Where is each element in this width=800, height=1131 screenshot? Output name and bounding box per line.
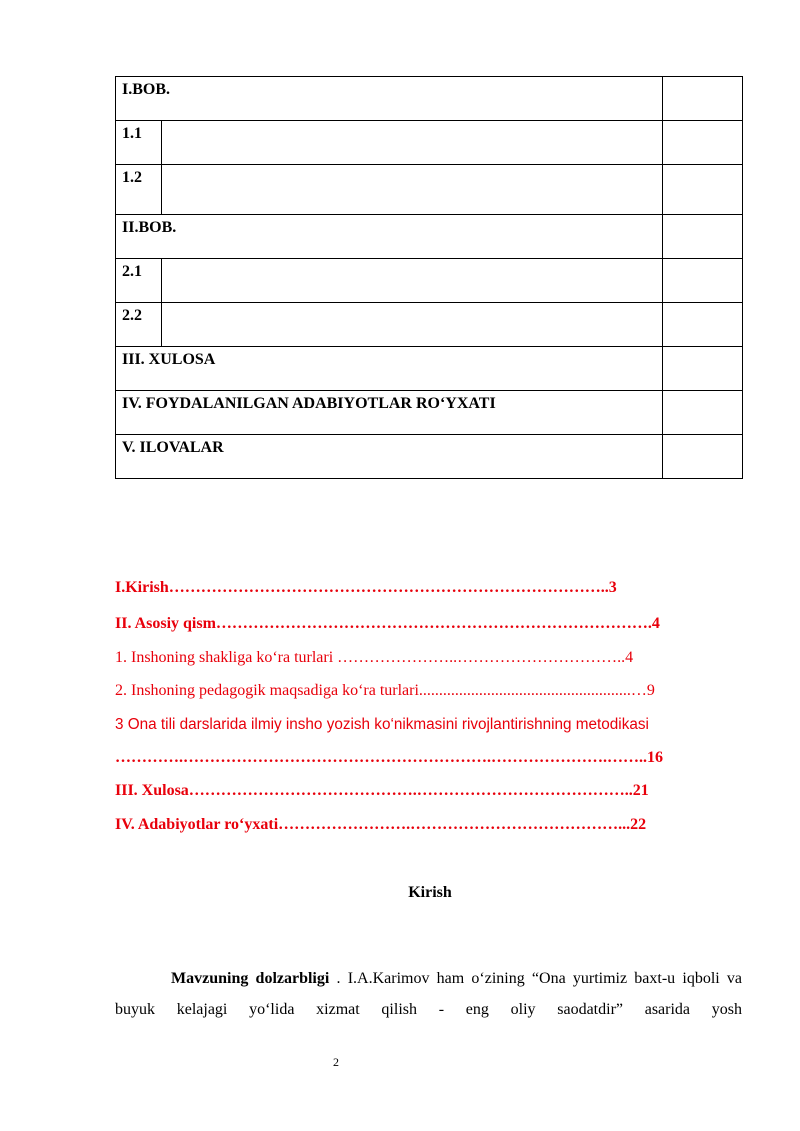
outline-row-number: 1.2 <box>122 169 142 186</box>
outline-row-label: I.BOB. <box>122 81 171 98</box>
outline-row-number: 2.2 <box>122 307 142 324</box>
toc-entry-kirish[interactable]: I.Kirish………………………………………………………………………..3 <box>115 579 617 596</box>
outline-page-cell <box>663 435 743 479</box>
outline-row <box>116 347 743 391</box>
intro-paragraph <box>115 963 742 1025</box>
outline-row <box>116 303 743 347</box>
outline-page-cell <box>663 121 743 165</box>
outline-row-label: III. XULOSA <box>122 351 216 368</box>
outline-row-number: 2.1 <box>122 263 142 280</box>
toc-entry-3[interactable]: 3 Ona tili darslarida ilmiy insho yozish ko‘nikmasini rivojlantirishning metodikasi <box>115 716 649 733</box>
toc-entry-3-leader[interactable]: ………….………………………………………………….………………….……..16 <box>115 749 663 766</box>
toc-entry-xulosa[interactable]: III. Xulosa…………………………………….…………………………………..21 <box>115 782 649 799</box>
outline-title-cell <box>162 121 663 165</box>
outline-title-cell <box>162 165 663 215</box>
outline-row <box>116 165 743 215</box>
outline-page-cell <box>663 347 743 391</box>
outline-row-label: II.BOB. <box>122 219 177 236</box>
outline-page-cell <box>663 215 743 259</box>
outline-row <box>116 391 743 435</box>
outline-row-label: V. ILOVALAR <box>122 439 224 456</box>
section-title: Kirish <box>408 884 452 901</box>
outline-row-number: 1.1 <box>122 125 142 142</box>
toc-entry-asosiy-qism[interactable]: II. Asosiy qism……………………………………………………………………….4 <box>115 615 660 632</box>
outline-title-cell <box>162 259 663 303</box>
page-number: 2 <box>333 1055 339 1069</box>
outline-page-cell <box>663 391 743 435</box>
outline-row <box>116 77 743 121</box>
outline-page-cell <box>663 77 743 121</box>
outline-row-label: IV. FOYDALANILGAN ADABIYOTLAR RO‘YXATI <box>122 395 496 412</box>
outline-row <box>116 215 743 259</box>
outline-table <box>115 76 743 479</box>
outline-row <box>116 259 743 303</box>
paragraph-lead: Mavzuning dolzarbligi <box>171 970 330 987</box>
outline-page-cell <box>663 259 743 303</box>
outline-title-cell <box>162 303 663 347</box>
outline-row <box>116 121 743 165</box>
paragraph-text: . I.A.Karimov ham o‘zining “Ona yurtimiz baxt-u iqboli va buyuk kelajagi yo‘lida xizmat qilish - eng oliy saodatdir” asarida yosh <box>115 970 743 1018</box>
toc-entry-2[interactable]: 2. Inshoning pedagogik maqsadiga ko‘ra turlari.....................................................…9 <box>115 682 655 699</box>
toc-entry-adabiyotlar[interactable]: IV. Adabiyotlar ro‘yxati…………………….…………………………………...22 <box>115 816 647 833</box>
toc-entry-1[interactable]: 1. Inshoning shakliga ko‘ra turlari …………………..…………………………..4 <box>115 649 634 666</box>
outline-row <box>116 435 743 479</box>
outline-page-cell <box>663 165 743 215</box>
outline-page-cell <box>663 303 743 347</box>
